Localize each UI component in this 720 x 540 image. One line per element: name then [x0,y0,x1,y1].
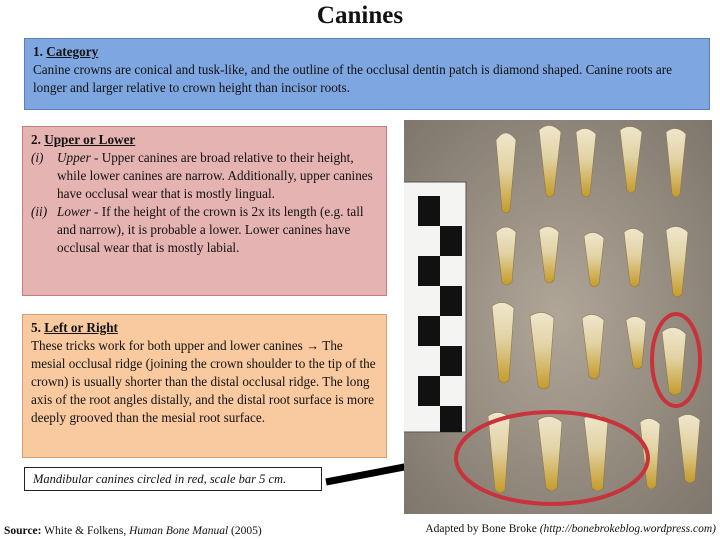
page-title: Canines [316,2,404,29]
lower-item-num: (ii) [31,204,48,219]
lower-item-text: - If the height of the crown is 2x its length (e.g. tall and narrow), it is probable a lower. Lower canines have occlusal wear that is mostly labial. [57,204,364,255]
left-right-text: These tricks work for both upper and lower canines → The mesial occlusal ridge (joining the crown shoulder to the tip of the crown) is usually shorter than the distal occlusal ridge. The long axis of the root angles distally, and the distal root surface is more deeply grooved than the mesial root surface. [31,338,376,425]
category-box [24,38,710,110]
blog-url: (http://bonebrokeblog.wordpress.com) [539,523,716,535]
scale-bar [404,182,466,432]
lower-item-term: Lower [57,204,91,219]
upper-lower-box [22,126,387,296]
upper-lower-heading-label: Upper or Lower [44,132,136,147]
upper-item-num: (i) [31,150,44,165]
left-right-box [22,314,387,458]
upper-lower-heading: 2. Upper or Lower [31,132,136,147]
left-right-heading-label: Left or Right [44,320,118,335]
category-text: Canine crowns are conical and tusk-like, and the outline of the occlusal dentin patch is diamond shaped. Canine roots are longer and larger relative to crown height than incisor roots. [33,62,673,95]
category-heading: 1. Category [33,44,99,59]
lower-item [31,203,378,257]
canine-teeth-photo [404,120,712,514]
source-citation: Source: White & Folkens, Human Bone Manual (2005) [4,525,262,537]
upper-item-term: Upper [57,150,91,165]
teeth-illustration [404,120,712,514]
upper-item [31,149,378,203]
category-heading-label: Category [46,44,99,59]
adapted-by-credit: Adapted by Bone Broke (http://bonebrokeblog.wordpress.com) [425,523,716,535]
photo-caption: Mandibular canines circled in red, scale bar 5 cm. [24,467,322,491]
left-right-heading: 5. Left or Right [31,320,118,335]
upper-item-text: - Upper canines are broad relative to their height, while lower canines are narrow. Additionally, upper canines have occlusal wear that is mostly lingual. [57,150,373,201]
